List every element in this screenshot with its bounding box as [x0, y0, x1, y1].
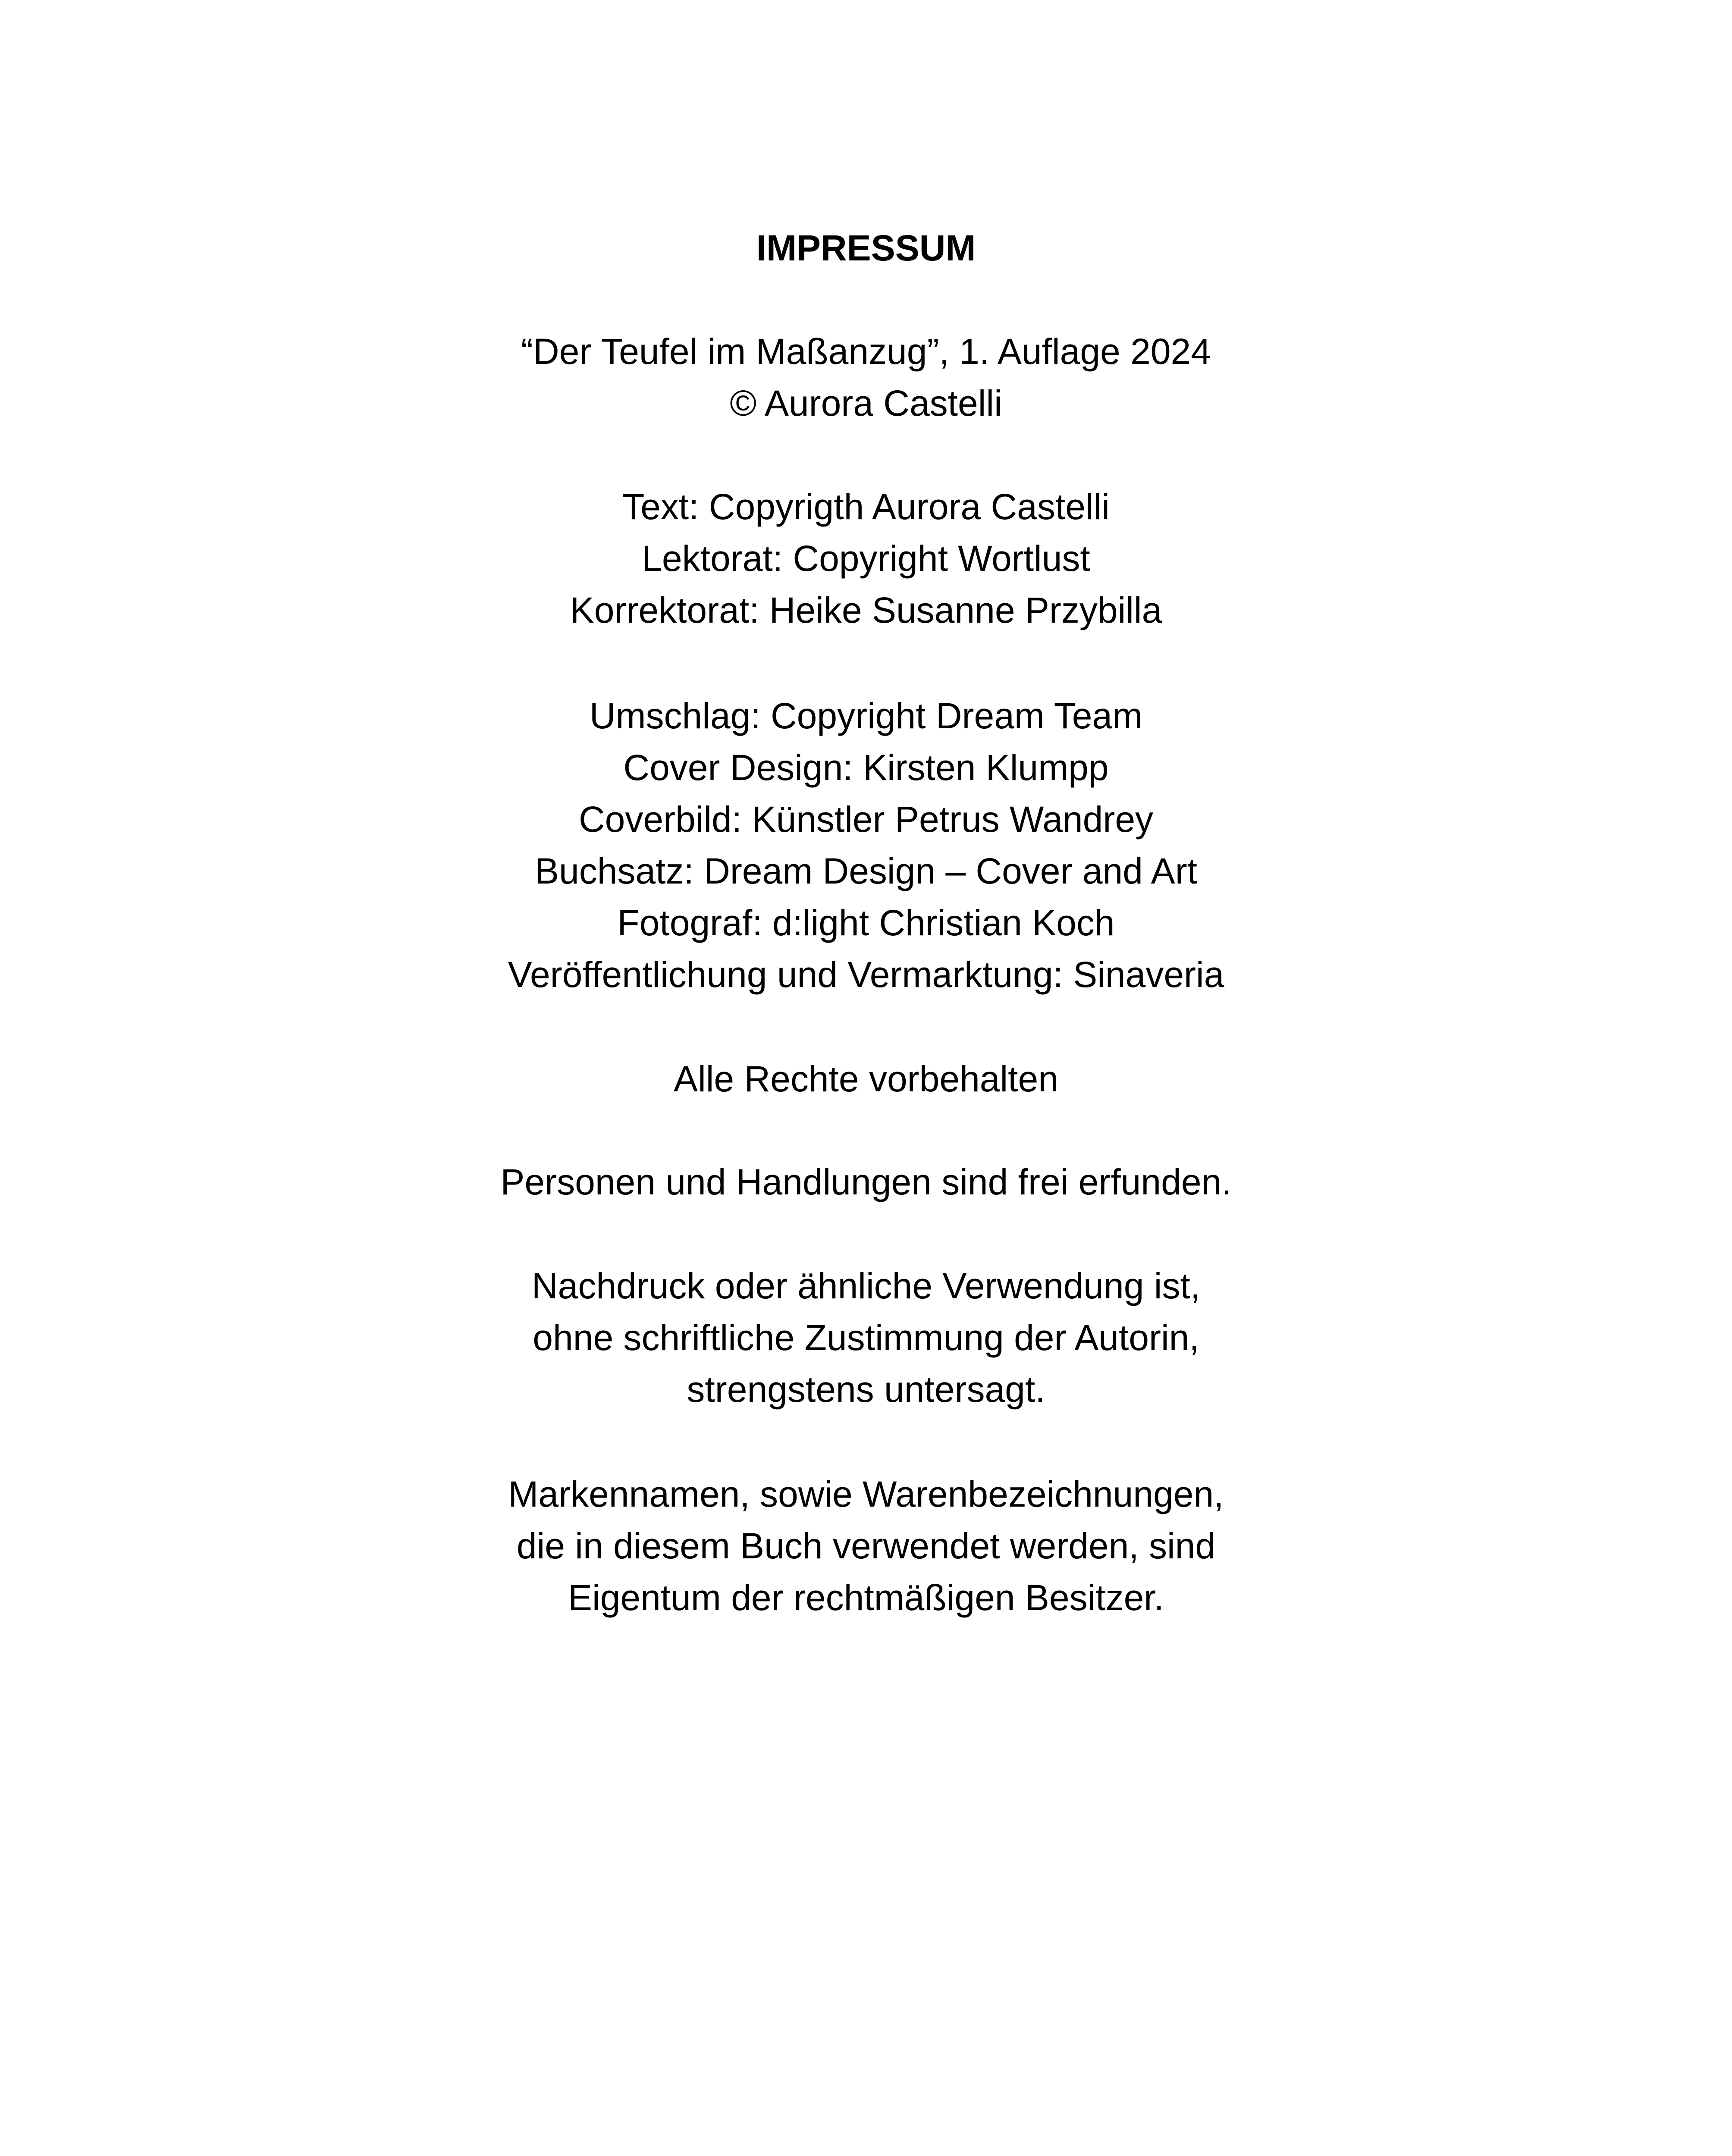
rights-notice: Alle Rechte vorbehalten	[674, 1059, 1058, 1099]
credit-cover-design: Cover Design: Kirsten Klumpp	[623, 747, 1109, 788]
credit-umschlag: Umschlag: Copyright Dream Team	[589, 696, 1143, 736]
credit-text: Text: Copyrigth Aurora Castelli	[622, 486, 1110, 527]
edition-line: “Der Teufel im Maßanzug”, 1. Auflage 2024	[521, 331, 1211, 372]
credit-buchsatz: Buchsatz: Dream Design – Cover and Art	[534, 851, 1198, 891]
trademark-line: die in diesem Buch verwendet werden, sind	[516, 1526, 1216, 1566]
rights-block	[0, 1053, 1732, 1105]
reprint-line: ohne schriftliche Zustimmung der Autorin,	[533, 1317, 1199, 1358]
credit-fotograf: Fotograf: d:light Christian Koch	[617, 903, 1115, 943]
reprint-block	[0, 1260, 1732, 1415]
credit-coverbild: Coverbild: Künstler Petrus Wandrey	[578, 799, 1154, 840]
fiction-notice: Personen und Handlungen sind frei erfunden.	[500, 1162, 1232, 1202]
credit-lektorat: Lektorat: Copyright Wortlust	[642, 538, 1090, 579]
trademark-line: Eigentum der rechtmäßigen Besitzer.	[568, 1577, 1164, 1618]
credit-veroeffentlichung: Veröffentlichung und Vermarktung: Sinaveria	[508, 954, 1224, 995]
reprint-line: Nachdruck oder ähnliche Verwendung ist,	[531, 1266, 1201, 1306]
page-title: IMPRESSUM	[756, 228, 976, 268]
edition-block	[0, 326, 1732, 429]
copyright-line: © Aurora Castelli	[730, 383, 1002, 423]
heading-block	[0, 222, 1732, 274]
design-credits-block	[0, 690, 1732, 1000]
credit-korrektorat: Korrektorat: Heike Susanne Przybilla	[570, 590, 1162, 630]
reprint-line: strengstens untersagt.	[687, 1369, 1045, 1410]
trademark-line: Markennamen, sowie Warenbezeichnungen,	[508, 1474, 1224, 1514]
trademark-block	[0, 1468, 1732, 1623]
fiction-block	[0, 1156, 1732, 1208]
text-credits-block	[0, 481, 1732, 636]
